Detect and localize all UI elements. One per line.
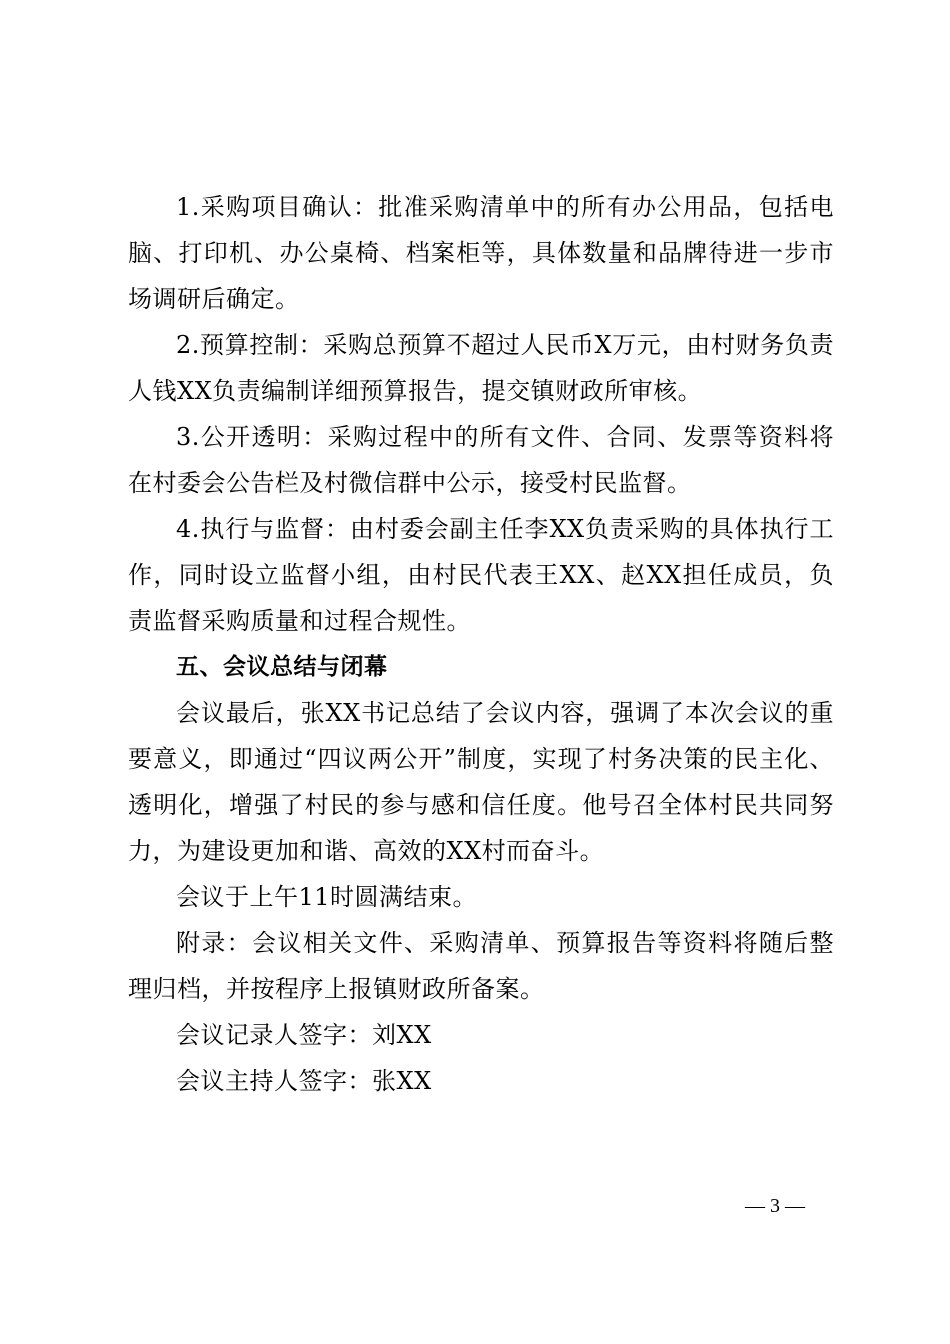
paragraph-appendix: 附录：会议相关文件、采购清单、预算报告等资料将随后整理归档，并按程序上报镇财政所备案。 [128, 929, 834, 1003]
page-number: — 3 — [745, 1195, 805, 1217]
paragraph-execution-supervision: 4.执行与监督：由村委会副主任李XX负责采购的具体执行工作，同时设立监督小组，由村民代表王XX、赵XX担任成员，负责监督采购质量和过程合规性。 [128, 515, 834, 635]
paragraph-budget-control: 2.预算控制：采购总预算不超过人民币X万元，由村财务负责人钱XX负责编制详细预算报告，提交镇财政所审核。 [128, 331, 834, 405]
recorder-signature: 会议记录人签字：刘XX [176, 1021, 432, 1049]
paragraph-procurement-confirmation: 1.采购项目确认：批准采购清单中的所有办公用品，包括电脑、打印机、办公桌椅、档案柜等，具体数量和品牌待进一步市场调研后确定。 [128, 193, 834, 313]
paragraph-meeting-end: 会议于上午11时圆满结束。 [176, 883, 478, 911]
section-heading-summary: 五、会议总结与闭幕 [176, 654, 388, 680]
document-body [128, 184, 834, 1104]
host-signature: 会议主持人签字：张XX [176, 1067, 432, 1095]
paragraph-meeting-summary: 会议最后，张XX书记总结了会议内容，强调了本次会议的重要意义，即通过“四议两公开”制度，实现了村务决策的民主化、透明化，增强了村民的参与感和信任度。他号召全体村民共同努力，为建设更加和谐、高效的XX村而奋斗。 [128, 699, 834, 865]
paragraph-transparency: 3.公开透明：采购过程中的所有文件、合同、发票等资料将在村委会公告栏及村微信群中公示，接受村民监督。 [128, 423, 834, 497]
